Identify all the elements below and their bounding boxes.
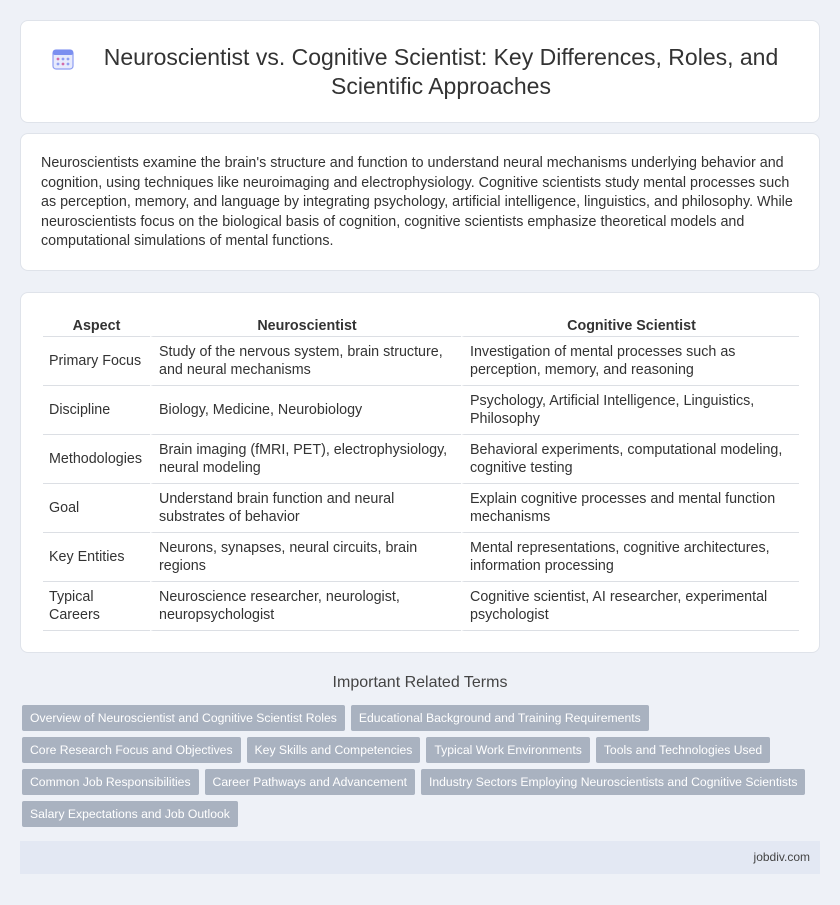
aspect-cell: Discipline xyxy=(43,386,150,435)
aspect-cell: Key Entities xyxy=(43,533,150,582)
related-term-tag[interactable]: Overview of Neuroscientist and Cognitive Scientist Roles xyxy=(22,705,345,731)
table-header-row xyxy=(43,313,799,337)
table-row xyxy=(43,533,799,582)
aspect-cell: Goal xyxy=(43,484,150,533)
cognitive-scientist-cell: Psychology, Artificial Intelligence, Linguistics, Philosophy xyxy=(461,386,799,435)
table-row xyxy=(43,484,799,533)
related-term-tag[interactable]: Key Skills and Competencies xyxy=(247,737,421,763)
comparison-card xyxy=(20,292,820,653)
cognitive-scientist-cell: Mental representations, cognitive architectures, information processing xyxy=(461,533,799,582)
neuroscientist-cell: Understand brain function and neural substrates of behavior xyxy=(150,484,461,533)
header-neuroscientist: Neuroscientist xyxy=(150,313,461,337)
comparison-table xyxy=(43,313,799,631)
table-row xyxy=(43,435,799,484)
related-term-tag[interactable]: Educational Background and Training Requirements xyxy=(351,705,649,731)
header-aspect: Aspect xyxy=(43,313,150,337)
related-term-tag[interactable]: Typical Work Environments xyxy=(426,737,589,763)
intro-paragraph: Neuroscientists examine the brain's structure and function to understand neural mechanisms underlying behavior and cognition, using techniques like neuroimaging and electrophysiology. Cognitive scientists study mental processes such as perception, memory, and language by integrating psychology, artificial intelligence, linguistics, and philosophy. While neuroscientists focus on the biological basis of cognition, cognitive scientists emphasize theoretical models and computational simulations of mental functions. xyxy=(41,155,793,249)
cognitive-scientist-cell: Cognitive scientist, AI researcher, experimental psychologist xyxy=(461,582,799,631)
table-row xyxy=(43,386,799,435)
cognitive-scientist-cell: Behavioral experiments, computational modeling, cognitive testing xyxy=(461,435,799,484)
aspect-cell: Methodologies xyxy=(43,435,150,484)
related-term-tag[interactable]: Tools and Technologies Used xyxy=(596,737,770,763)
table-row xyxy=(43,337,799,386)
related-term-tag[interactable]: Industry Sectors Employing Neuroscientists and Cognitive Scientists xyxy=(421,769,806,795)
related-term-tag[interactable]: Common Job Responsibilities xyxy=(22,769,199,795)
table-row xyxy=(43,582,799,631)
footer xyxy=(20,841,820,874)
related-term-tag[interactable]: Career Pathways and Advancement xyxy=(205,769,415,795)
header-cognitive-scientist: Cognitive Scientist xyxy=(461,313,799,337)
related-terms-heading: Important Related Terms xyxy=(332,674,508,691)
aspect-cell: Typical Careers xyxy=(43,582,150,631)
aspect-cell: Primary Focus xyxy=(43,337,150,386)
related-terms-list xyxy=(22,705,812,833)
cognitive-scientist-cell: Explain cognitive processes and mental function mechanisms xyxy=(461,484,799,533)
neuroscientist-cell: Neurons, synapses, neural circuits, brain regions xyxy=(150,533,461,582)
neuroscientist-cell: Neuroscience researcher, neurologist, neuropsychologist xyxy=(150,582,461,631)
calendar-icon xyxy=(51,47,75,71)
neuroscientist-cell: Brain imaging (fMRI, PET), electrophysiology, neural modeling xyxy=(150,435,461,484)
neuroscientist-cell: Study of the nervous system, brain structure, and neural mechanisms xyxy=(150,337,461,386)
footer-site-link[interactable]: jobdiv.com xyxy=(753,850,810,864)
header-card xyxy=(20,20,820,123)
intro-card xyxy=(20,133,820,271)
neuroscientist-cell: Biology, Medicine, Neurobiology xyxy=(150,386,461,435)
cognitive-scientist-cell: Investigation of mental processes such as perception, memory, and reasoning xyxy=(461,337,799,386)
related-term-tag[interactable]: Salary Expectations and Job Outlook xyxy=(22,801,238,827)
related-term-tag[interactable]: Core Research Focus and Objectives xyxy=(22,737,241,763)
page-title: Neuroscientist vs. Cognitive Scientist: Key Differences, Roles, and Scientific Approaches xyxy=(103,44,779,99)
